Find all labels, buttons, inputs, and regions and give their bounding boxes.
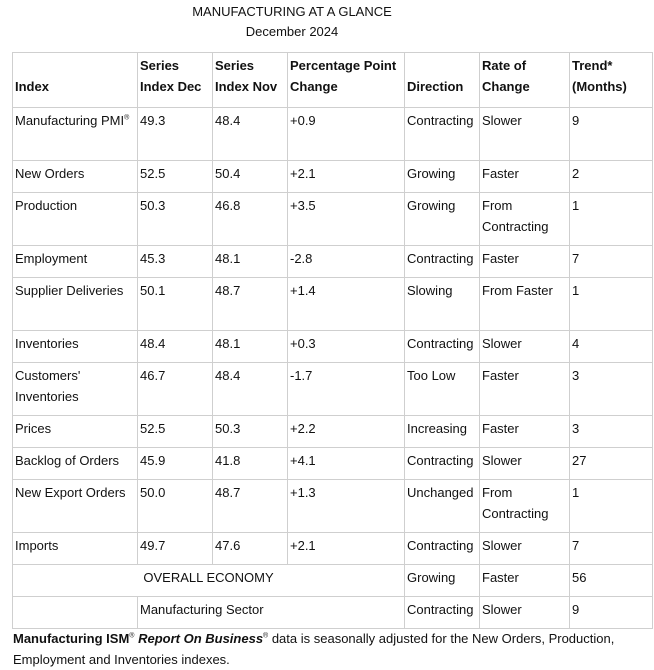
table-row: [13, 533, 653, 565]
row-index-label: Manufacturing PMI®: [13, 108, 138, 161]
cell-dec: 50.3: [138, 193, 213, 246]
cell-rate: Faster: [480, 565, 570, 597]
cell-trend: 7: [570, 533, 653, 565]
cell-rate: Slower: [480, 331, 570, 363]
cell-rate: Faster: [480, 161, 570, 193]
cell-rate: Faster: [480, 416, 570, 448]
cell-direction: Contracting: [405, 597, 480, 629]
cell-dec: 52.5: [138, 161, 213, 193]
cell-trend: 3: [570, 416, 653, 448]
header-row: [13, 53, 653, 108]
cell-direction: Contracting: [405, 246, 480, 278]
cell-change: +2.1: [288, 161, 405, 193]
cell-direction: Growing: [405, 161, 480, 193]
cell-rate: From Contracting: [480, 193, 570, 246]
header-series-dec: Series Index Dec: [138, 53, 213, 108]
cell-dec: 50.1: [138, 278, 213, 331]
cell-direction: Increasing: [405, 416, 480, 448]
cell-direction: Contracting: [405, 108, 480, 161]
cell-trend: 1: [570, 480, 653, 533]
cell-trend: 9: [570, 108, 653, 161]
header-trend: Trend* (Months): [570, 53, 653, 108]
cell-change: -1.7: [288, 363, 405, 416]
cell-dec: 46.7: [138, 363, 213, 416]
cell-dec: 49.7: [138, 533, 213, 565]
cell-nov: 46.8: [213, 193, 288, 246]
cell-rate: Slower: [480, 533, 570, 565]
cell-nov: 41.8: [213, 448, 288, 480]
cell-rate: Slower: [480, 108, 570, 161]
row-index-label: Customers' Inventories: [13, 363, 138, 416]
footnote-report-on-business: Report On Business: [138, 631, 264, 646]
table-row: [13, 278, 653, 331]
cell-trend: 9: [570, 597, 653, 629]
row-index-label: Inventories: [13, 331, 138, 363]
cell-change: +1.3: [288, 480, 405, 533]
cell-nov: 50.4: [213, 161, 288, 193]
glance-table: [12, 52, 653, 629]
cell-rate: From Contracting: [480, 480, 570, 533]
cell-nov: 48.7: [213, 278, 288, 331]
table-row: [13, 108, 653, 161]
cell-direction: Slowing: [405, 278, 480, 331]
cell-trend: 2: [570, 161, 653, 193]
header-index: Index: [13, 53, 138, 108]
cell-direction: Unchanged: [405, 480, 480, 533]
cell-direction: Growing: [405, 565, 480, 597]
row-index-label: Prices: [13, 416, 138, 448]
title-block: [0, 2, 584, 42]
registered-mark: ®: [124, 114, 130, 122]
cell-dec: 52.5: [138, 416, 213, 448]
cell-trend: 56: [570, 565, 653, 597]
header-pct-change: Percentage Point Change: [288, 53, 405, 108]
row-index-label: Production: [13, 193, 138, 246]
overall-economy-label: OVERALL ECONOMY: [13, 565, 405, 597]
footnote: [13, 628, 643, 670]
table-row: [13, 161, 653, 193]
row-index-label: Imports: [13, 533, 138, 565]
cell-change: +2.1: [288, 533, 405, 565]
footnote-text: data is seasonally adjusted for the New Orders, Production, Employment and Inventories indexes.: [13, 631, 615, 667]
cell-rate: Slower: [480, 597, 570, 629]
cell-trend: 4: [570, 331, 653, 363]
cell-change: +4.1: [288, 448, 405, 480]
cell-trend: 1: [570, 278, 653, 331]
table-row: [13, 193, 653, 246]
cell-rate: Slower: [480, 448, 570, 480]
cell-dec: 48.4: [138, 331, 213, 363]
cell-direction: Growing: [405, 193, 480, 246]
cell-change: +3.5: [288, 193, 405, 246]
table-row: [13, 416, 653, 448]
cell-nov: 48.4: [213, 363, 288, 416]
summary-blank-cell: [13, 597, 138, 629]
cell-trend: 7: [570, 246, 653, 278]
cell-change: -2.8: [288, 246, 405, 278]
cell-nov: 48.1: [213, 331, 288, 363]
cell-rate: From Faster: [480, 278, 570, 331]
table-row: [13, 363, 653, 416]
row-index-label: New Orders: [13, 161, 138, 193]
header-direction: Direction: [405, 53, 480, 108]
table-row: [13, 448, 653, 480]
cell-rate: Faster: [480, 363, 570, 416]
cell-dec: 50.0: [138, 480, 213, 533]
summary-row-manufacturing-sector: [13, 597, 653, 629]
footnote-ism: Manufacturing ISM: [13, 631, 130, 646]
header-series-nov: Series Index Nov: [213, 53, 288, 108]
footnote-registered-mark: ®: [129, 632, 135, 640]
cell-trend: 27: [570, 448, 653, 480]
cell-trend: 1: [570, 193, 653, 246]
cell-dec: 49.3: [138, 108, 213, 161]
report-subtitle: December 2024: [245, 24, 339, 39]
cell-change: +0.9: [288, 108, 405, 161]
manufacturing-sector-label: Manufacturing Sector: [138, 597, 405, 629]
cell-nov: 47.6: [213, 533, 288, 565]
cell-trend: 3: [570, 363, 653, 416]
footnote-registered-mark: ®: [263, 632, 269, 640]
report-title: MANUFACTURING AT A GLANCE: [192, 4, 392, 19]
cell-nov: 50.3: [213, 416, 288, 448]
summary-row-overall-economy: [13, 565, 653, 597]
cell-change: +1.4: [288, 278, 405, 331]
row-index-label: Supplier Deliveries: [13, 278, 138, 331]
cell-direction: Contracting: [405, 533, 480, 565]
table-row: [13, 246, 653, 278]
row-index-label: New Export Orders: [13, 480, 138, 533]
cell-dec: 45.3: [138, 246, 213, 278]
cell-direction: Contracting: [405, 331, 480, 363]
cell-change: +0.3: [288, 331, 405, 363]
cell-rate: Faster: [480, 246, 570, 278]
cell-dec: 45.9: [138, 448, 213, 480]
table-row: [13, 480, 653, 533]
cell-change: +2.2: [288, 416, 405, 448]
cell-nov: 48.7: [213, 480, 288, 533]
header-rate: Rate of Change: [480, 53, 570, 108]
cell-nov: 48.1: [213, 246, 288, 278]
row-index-label: Employment: [13, 246, 138, 278]
row-index-label: Backlog of Orders: [13, 448, 138, 480]
table-row: [13, 331, 653, 363]
cell-direction: Contracting: [405, 448, 480, 480]
cell-nov: 48.4: [213, 108, 288, 161]
cell-direction: Too Low: [405, 363, 480, 416]
